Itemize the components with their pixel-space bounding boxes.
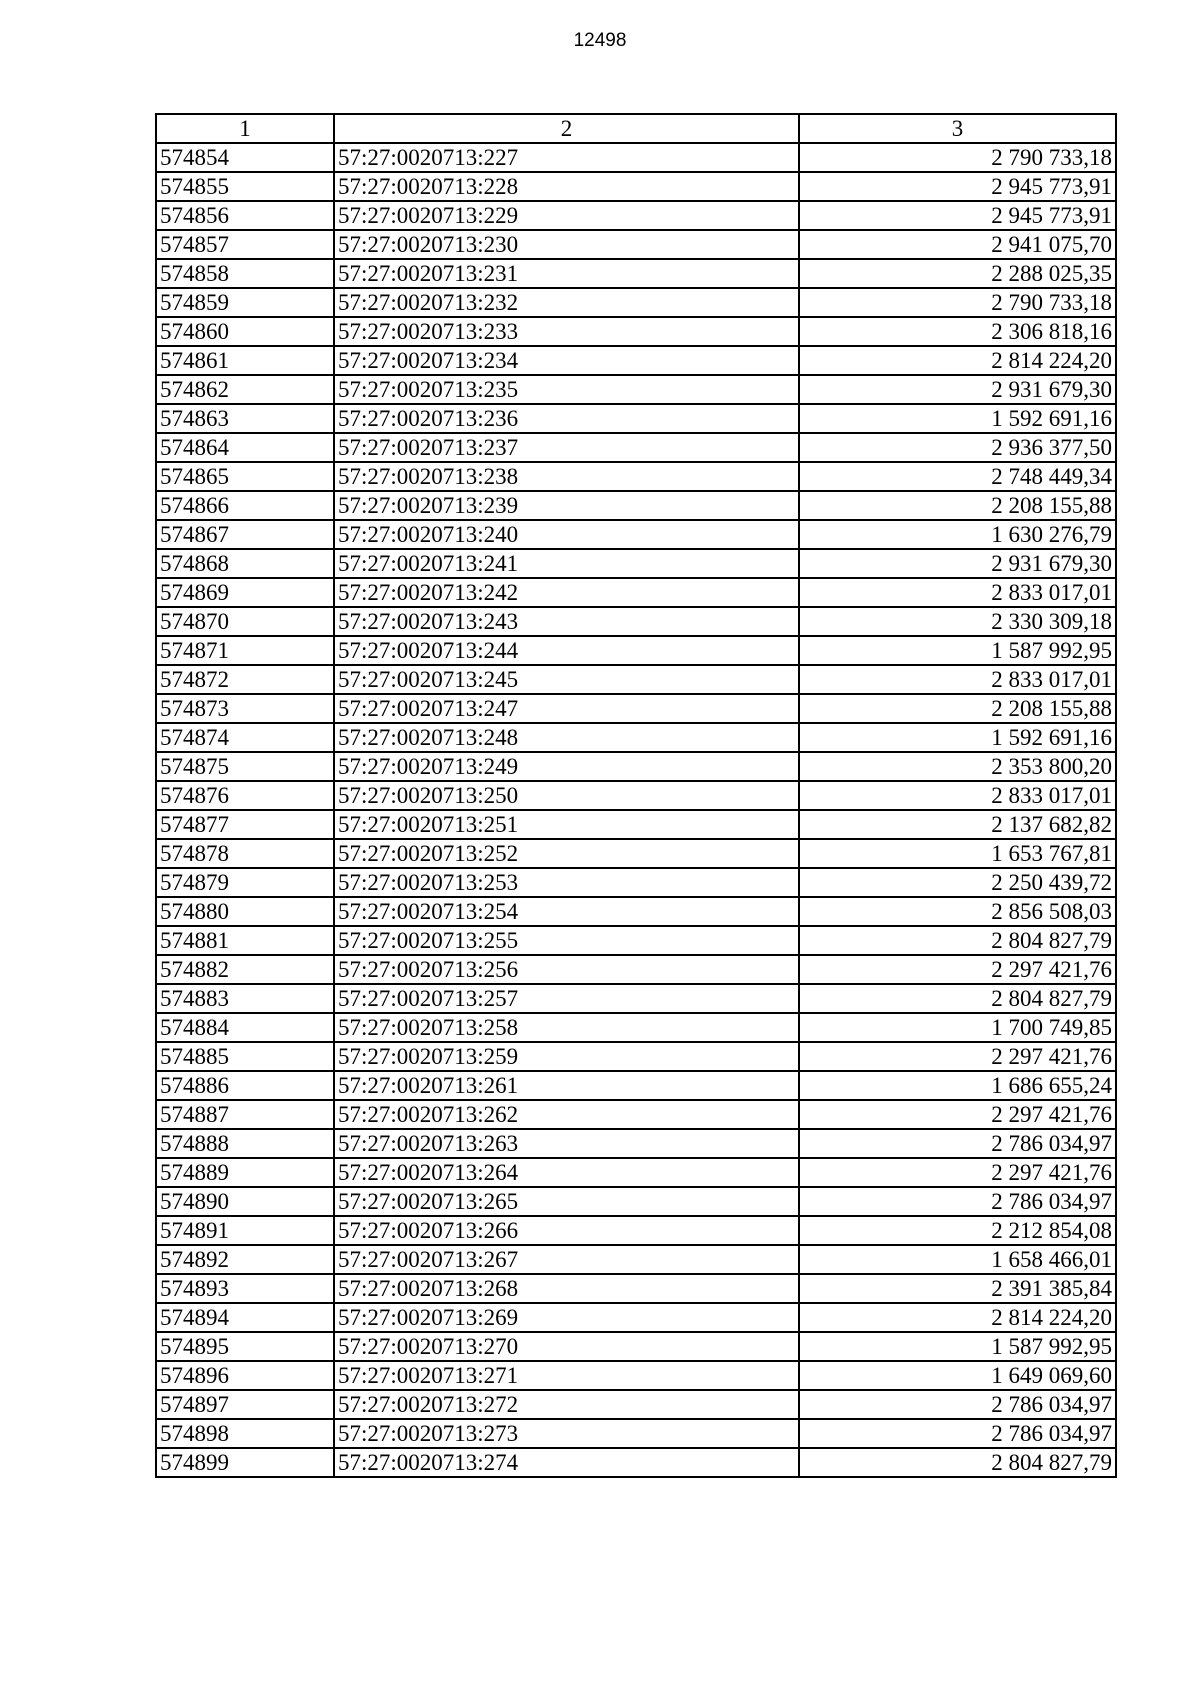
cadastral-value: 2 941 075,70 [799,230,1116,259]
cadastral-value: 2 804 827,79 [799,984,1116,1013]
cadastral-value: 2 931 679,30 [799,375,1116,404]
cadastral-number: 57:27:0020713:268 [334,1274,799,1303]
cadastral-number: 57:27:0020713:259 [334,1042,799,1071]
table-row [156,1129,1116,1158]
cadastral-value: 2 353 800,20 [799,752,1116,781]
cadastral-number: 57:27:0020713:240 [334,520,799,549]
cadastral-value: 2 945 773,91 [799,172,1116,201]
cadastral-number: 57:27:0020713:244 [334,636,799,665]
column-header-2: 2 [334,114,799,143]
table-row [156,1361,1116,1390]
row-number: 574864 [156,433,334,462]
table-row [156,1419,1116,1448]
table-row [156,578,1116,607]
row-number: 574862 [156,375,334,404]
row-number: 574883 [156,984,334,1013]
row-number: 574892 [156,1245,334,1274]
table-row [156,1303,1116,1332]
row-number: 574870 [156,607,334,636]
row-number: 574854 [156,143,334,172]
cadastral-number: 57:27:0020713:261 [334,1071,799,1100]
cadastral-value: 2 297 421,76 [799,1158,1116,1187]
table-row [156,955,1116,984]
row-number: 574859 [156,288,334,317]
table-row [156,1274,1116,1303]
cadastral-number: 57:27:0020713:256 [334,955,799,984]
cadastral-number: 57:27:0020713:230 [334,230,799,259]
cadastral-value: 2 786 034,97 [799,1187,1116,1216]
cadastral-value: 2 945 773,91 [799,201,1116,230]
cadastral-number: 57:27:0020713:257 [334,984,799,1013]
table-row [156,1013,1116,1042]
cadastral-number: 57:27:0020713:243 [334,607,799,636]
cadastral-value: 2 208 155,88 [799,491,1116,520]
cadastral-number: 57:27:0020713:245 [334,665,799,694]
table-row [156,897,1116,926]
row-number: 574887 [156,1100,334,1129]
row-number: 574886 [156,1071,334,1100]
row-number: 574857 [156,230,334,259]
cadastral-number: 57:27:0020713:258 [334,1013,799,1042]
row-number: 574863 [156,404,334,433]
row-number: 574882 [156,955,334,984]
table-row [156,201,1116,230]
cadastral-value: 2 790 733,18 [799,288,1116,317]
cadastral-value: 2 833 017,01 [799,665,1116,694]
cadastral-value: 2 288 025,35 [799,259,1116,288]
row-number: 574894 [156,1303,334,1332]
table-row [156,1158,1116,1187]
cadastral-value: 2 856 508,03 [799,897,1116,926]
table-row [156,317,1116,346]
table-row [156,375,1116,404]
table-row [156,636,1116,665]
row-number: 574866 [156,491,334,520]
cadastral-number: 57:27:0020713:271 [334,1361,799,1390]
cadastral-number: 57:27:0020713:265 [334,1187,799,1216]
cadastral-value: 2 804 827,79 [799,1448,1116,1477]
table-row [156,1332,1116,1361]
cadastral-value: 2 804 827,79 [799,926,1116,955]
table-row [156,665,1116,694]
cadastral-value: 1 649 069,60 [799,1361,1116,1390]
cadastral-number: 57:27:0020713:263 [334,1129,799,1158]
row-number: 574861 [156,346,334,375]
row-number: 574860 [156,317,334,346]
row-number: 574896 [156,1361,334,1390]
cadastral-number: 57:27:0020713:238 [334,462,799,491]
cadastral-value: 2 297 421,76 [799,1100,1116,1129]
cadastral-number: 57:27:0020713:253 [334,868,799,897]
row-number: 574865 [156,462,334,491]
row-number: 574897 [156,1390,334,1419]
cadastral-number: 57:27:0020713:254 [334,897,799,926]
row-number: 574876 [156,781,334,810]
cadastral-value: 2 814 224,20 [799,1303,1116,1332]
row-number: 574898 [156,1419,334,1448]
cadastral-number: 57:27:0020713:249 [334,752,799,781]
cadastral-number: 57:27:0020713:267 [334,1245,799,1274]
cadastral-number: 57:27:0020713:241 [334,549,799,578]
table-row [156,549,1116,578]
cadastral-number: 57:27:0020713:242 [334,578,799,607]
row-number: 574877 [156,810,334,839]
cadastral-number: 57:27:0020713:231 [334,259,799,288]
cadastral-number: 57:27:0020713:227 [334,143,799,172]
table-row [156,1187,1116,1216]
row-number: 574855 [156,172,334,201]
cadastral-number: 57:27:0020713:234 [334,346,799,375]
cadastral-value: 2 330 309,18 [799,607,1116,636]
cadastral-value: 2 931 679,30 [799,549,1116,578]
cadastral-value: 2 306 818,16 [799,317,1116,346]
cadastral-number: 57:27:0020713:274 [334,1448,799,1477]
cadastral-number: 57:27:0020713:232 [334,288,799,317]
row-number: 574890 [156,1187,334,1216]
cadastral-value: 1 630 276,79 [799,520,1116,549]
cadastral-value: 1 592 691,16 [799,404,1116,433]
table-row [156,752,1116,781]
table-row [156,404,1116,433]
cadastral-value: 1 592 691,16 [799,723,1116,752]
table-row [156,1448,1116,1477]
table-row [156,1245,1116,1274]
row-number: 574884 [156,1013,334,1042]
cadastral-number: 57:27:0020713:264 [334,1158,799,1187]
table-row [156,259,1116,288]
row-number: 574873 [156,694,334,723]
row-number: 574858 [156,259,334,288]
cadastral-value: 1 587 992,95 [799,636,1116,665]
table-row [156,868,1116,897]
table-row [156,172,1116,201]
table-row [156,143,1116,172]
table-row [156,462,1116,491]
table-row [156,520,1116,549]
row-number: 574874 [156,723,334,752]
cadastral-value: 1 658 466,01 [799,1245,1116,1274]
row-number: 574868 [156,549,334,578]
cadastral-value: 1 587 992,95 [799,1332,1116,1361]
cadastral-number: 57:27:0020713:236 [334,404,799,433]
cadastral-number: 57:27:0020713:272 [334,1390,799,1419]
cadastral-value: 2 786 034,97 [799,1390,1116,1419]
row-number: 574885 [156,1042,334,1071]
table-row [156,230,1116,259]
table-row [156,694,1116,723]
cadastral-value: 2 391 385,84 [799,1274,1116,1303]
row-number: 574880 [156,897,334,926]
cadastral-number: 57:27:0020713:269 [334,1303,799,1332]
row-number: 574856 [156,201,334,230]
row-number: 574889 [156,1158,334,1187]
cadastral-value: 2 790 733,18 [799,143,1116,172]
cadastral-value: 1 700 749,85 [799,1013,1116,1042]
row-number: 574869 [156,578,334,607]
table-row [156,491,1116,520]
row-number: 574867 [156,520,334,549]
cadastral-number: 57:27:0020713:270 [334,1332,799,1361]
cadastral-value: 2 212 854,08 [799,1216,1116,1245]
cadastral-number: 57:27:0020713:255 [334,926,799,955]
cadastral-number: 57:27:0020713:266 [334,1216,799,1245]
table-body [156,143,1116,1477]
row-number: 574888 [156,1129,334,1158]
row-number: 574875 [156,752,334,781]
cadastral-value: 2 833 017,01 [799,781,1116,810]
row-number: 574899 [156,1448,334,1477]
table-row [156,810,1116,839]
column-header-1: 1 [156,114,334,143]
table-row [156,433,1116,462]
cadastral-value-table [155,113,1117,1478]
row-number: 574871 [156,636,334,665]
table-row [156,839,1116,868]
cadastral-value: 1 653 767,81 [799,839,1116,868]
cadastral-value: 2 250 439,72 [799,868,1116,897]
row-number: 574893 [156,1274,334,1303]
cadastral-number: 57:27:0020713:239 [334,491,799,520]
cadastral-value: 2 786 034,97 [799,1419,1116,1448]
table-row [156,1390,1116,1419]
cadastral-value: 2 833 017,01 [799,578,1116,607]
cadastral-value: 2 297 421,76 [799,955,1116,984]
table-row [156,1071,1116,1100]
cadastral-value: 2 786 034,97 [799,1129,1116,1158]
table-row [156,346,1116,375]
cadastral-number: 57:27:0020713:251 [334,810,799,839]
table-row [156,926,1116,955]
cadastral-number: 57:27:0020713:262 [334,1100,799,1129]
table-row [156,288,1116,317]
cadastral-number: 57:27:0020713:233 [334,317,799,346]
row-number: 574872 [156,665,334,694]
cadastral-value: 2 814 224,20 [799,346,1116,375]
cadastral-value: 2 748 449,34 [799,462,1116,491]
row-number: 574879 [156,868,334,897]
table-row [156,984,1116,1013]
cadastral-number: 57:27:0020713:235 [334,375,799,404]
table-row [156,1216,1116,1245]
cadastral-number: 57:27:0020713:247 [334,694,799,723]
row-number: 574895 [156,1332,334,1361]
cadastral-number: 57:27:0020713:228 [334,172,799,201]
cadastral-number: 57:27:0020713:229 [334,201,799,230]
page-number: 12498 [573,30,627,51]
cadastral-value: 1 686 655,24 [799,1071,1116,1100]
cadastral-number: 57:27:0020713:252 [334,839,799,868]
cadastral-value: 2 208 155,88 [799,694,1116,723]
table-row [156,723,1116,752]
column-header-3: 3 [799,114,1116,143]
row-number: 574878 [156,839,334,868]
row-number: 574891 [156,1216,334,1245]
table-row [156,781,1116,810]
table-header-row [156,114,1116,143]
table-row [156,607,1116,636]
cadastral-value: 2 936 377,50 [799,433,1116,462]
row-number: 574881 [156,926,334,955]
cadastral-value: 2 297 421,76 [799,1042,1116,1071]
cadastral-number: 57:27:0020713:250 [334,781,799,810]
cadastral-value: 2 137 682,82 [799,810,1116,839]
cadastral-number: 57:27:0020713:273 [334,1419,799,1448]
table-row [156,1042,1116,1071]
table-row [156,1100,1116,1129]
cadastral-number: 57:27:0020713:237 [334,433,799,462]
cadastral-number: 57:27:0020713:248 [334,723,799,752]
